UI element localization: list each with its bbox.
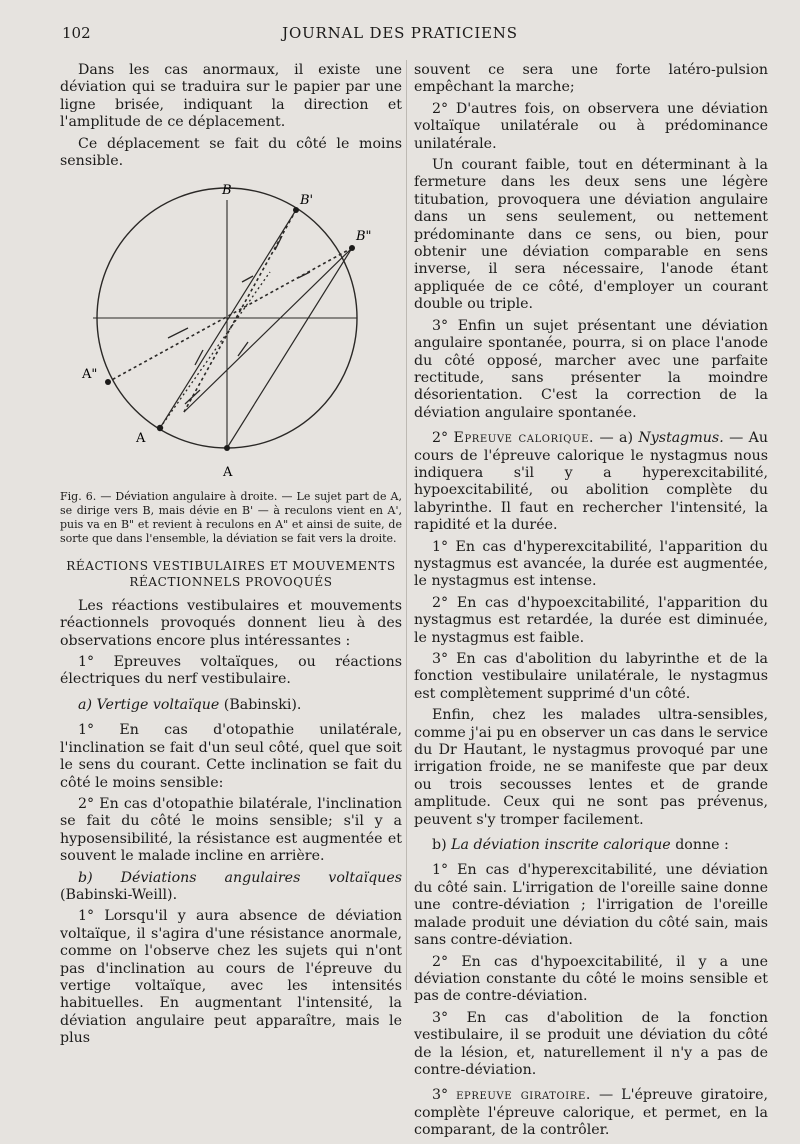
paragraph: 1° Epreuves voltaïques, ou réactions électriques du nerf vestibulaire.	[60, 654, 402, 688]
sub-heading: Nystagmus.	[638, 430, 724, 447]
sub-label: a)	[78, 696, 92, 713]
section-sub-label: — a)	[599, 430, 634, 447]
path-a1-to-b2	[184, 248, 352, 412]
paragraph: 2° D'autres fois, on observera une déviation voltaïque unilatérale ou à prédominance unilatérale.	[414, 100, 768, 152]
label-b1: B'	[300, 193, 314, 209]
section-title: RÉACTIONS VESTIBULAIRES ET MOUVEMENTS RÉACTIONNELS PROVOQUÉS	[66, 558, 396, 589]
paragraph: 2° En cas d'hypoexcitabilité, l'apparition du nystagmus est retardée, la durée est diminuée, le nystagmus est faible.	[414, 594, 768, 646]
paragraph	[414, 837, 768, 854]
paragraph	[60, 697, 402, 714]
sub-label: b)	[432, 837, 447, 854]
right-column	[414, 62, 768, 1144]
path-bottom-to-b2	[227, 248, 352, 448]
figure-caption: Fig. 6. — Déviation angulaire à droite. — Le sujet part de A, se dirige vers B, mais dévie en B' — à reculons vient en A', puis va en B" et revient à reculons en A" et ainsi de suite, de sorte que dans l'ensemble, la déviation se fait vers la droite.	[60, 489, 402, 545]
paragraph: souvent ce sera une forte latéro-pulsion empêchant la marche;	[414, 62, 768, 96]
label-a: A	[136, 431, 146, 447]
journal-title: JOURNAL DES PRATICIENS	[282, 24, 518, 42]
paragraph	[414, 1087, 768, 1139]
sub-heading-rest: donne :	[675, 837, 729, 854]
paragraph: 3° En cas d'abolition de la fonction vestibulaire, il se produit une déviation du côté de la lésion, et, naturellement il n'y a pas de contre-déviation.	[414, 1009, 768, 1078]
point-b1	[293, 207, 299, 213]
section-heading: Epreuve calorique.	[453, 430, 595, 447]
paragraph: Enfin, chez les malades ultra-sensibles, comme j'ai pu en observer un cas dans le service du Dr Hautant, le nystagmus provoqué par une irrigation froide, ne se manifeste que par deux ou trois secousses lentes et de grande amplitude. Ceux qui ne sont pas prévenus, peuvent s'y tromper facilement.	[414, 707, 768, 828]
section-number: 2°	[432, 430, 449, 447]
paragraph: Ce déplacement se fait du côté le moins sensible.	[60, 135, 402, 170]
point-b2	[349, 245, 355, 251]
paragraph: 1° En cas d'hyperexcitabilité, une déviation du côté sain. L'irrigation de l'oreille saine donne une contre-déviation ; l'irrigation de l'oreille malade produit une déviation du côté sain, mais sans contre-déviation.	[414, 862, 768, 949]
paragraph: 1° En cas d'hyperexcitabilité, l'apparition du nystagmus est avancée, la durée est augmentée, le nystagmus est intense.	[414, 538, 768, 590]
label-a2: A"	[82, 367, 98, 383]
point-bottom	[224, 445, 230, 451]
label-b: B	[222, 183, 232, 199]
sub-heading-rest: (Babinski).	[223, 696, 302, 713]
sub-heading-rest: (Babinski-Weill).	[60, 886, 178, 903]
path-a-to-b1	[160, 210, 296, 428]
page-number: 102	[62, 24, 91, 42]
section-heading: epreuve giratoire.	[456, 1087, 591, 1104]
sub-heading: Vertige voltaïque	[96, 696, 220, 713]
label-b2: B"	[356, 229, 372, 245]
arrow-marks	[168, 236, 310, 404]
paragraph: 1° Lorsqu'il y aura absence de déviation voltaïque, il s'agira d'une résistance anormale, comme on l'observe chez les sujets qui n'ont pas d'inclination au cours de l'épreuve du vertige voltaïque, avec les intensités habituelles. En augmentant l'intensité, la déviation angulaire peut apparaître, mais le plus	[60, 908, 402, 1047]
paragraph: Un courant faible, tout en déterminant à la fermeture dans les deux sens une légère titubation, provoquera une déviation angulaire dans un sens seulement, ou nettement prédominante dans ce sens, ou bien, pour obtenir une déviation comparable en sens inverse, il sera nécessaire, l'anode étant appliquée de ce côté, d'employer un courant double ou triple.	[414, 157, 768, 313]
column-divider	[406, 60, 407, 990]
sub-label: b)	[78, 869, 93, 886]
paragraph: 1° En cas d'otopathie unilatérale, l'inclination se fait d'un seul côté, quel que soit le sens du courant. Cette inclination se fait du côté le moins sensible:	[60, 722, 402, 791]
left-column	[60, 62, 402, 1052]
paragraph: Dans les cas anormaux, il existe une déviation qui se traduira sur le papier par une ligne brisée, indiquant la direction et l'amplitude de ce déplacement.	[60, 62, 402, 131]
deviation-figure	[60, 180, 402, 480]
paragraph: 2° En cas d'otopathie bilatérale, l'inclination se fait du côté le moins sensible; s'il y a hyposensibilité, la résistance est augmentée et souvent le malade incline en arrière.	[60, 795, 402, 865]
paragraph: 3° Enfin un sujet présentant une déviation angulaire spontanée, pourra, si on place l'anode du côté opposé, marcher avec une parfaite rectitude, sans présenter la moindre désorientation. C'est la correction de la déviation angulaire spontanée.	[414, 317, 768, 421]
sub-heading: La déviation inscrite calorique	[451, 837, 671, 854]
point-a	[157, 425, 163, 431]
label-a-bottom: A	[223, 465, 233, 481]
paragraph-text: — Au cours de l'épreuve calorique le nystagmus nous indiquera s'il y a hyperexcitabilité, hypoexcitabilité, ou abolition complète du labyrinthe. Il faut en rechercher l'intensité, la rapidité et la durée.	[414, 430, 768, 534]
paragraph: 2° En cas d'hypoexcitabilité, il y a une déviation constante du côté le moins sensible et pas de contre-déviation.	[414, 953, 768, 1005]
paragraph	[414, 430, 768, 534]
paragraph: Les réactions vestibulaires et mouvements réactionnels provoqués donnent lieu à des observations encore plus intéressantes :	[60, 597, 402, 649]
paragraph	[60, 870, 402, 905]
sub-heading: Déviations angulaires voltaïques	[120, 869, 402, 886]
paragraph-text: — L'épreuve giratoire, complète l'épreuve calorique, et permet, en la comparant, de la contrôler.	[414, 1087, 768, 1139]
section-number: 3°	[432, 1087, 449, 1104]
path-b2-to-a2-dashed	[108, 248, 352, 382]
paragraph: 3° En cas d'abolition du labyrinthe et de la fonction vestibulaire unilatérale, le nystagmus est complètement supprimé d'un côté.	[414, 651, 768, 702]
point-a2	[105, 379, 111, 385]
